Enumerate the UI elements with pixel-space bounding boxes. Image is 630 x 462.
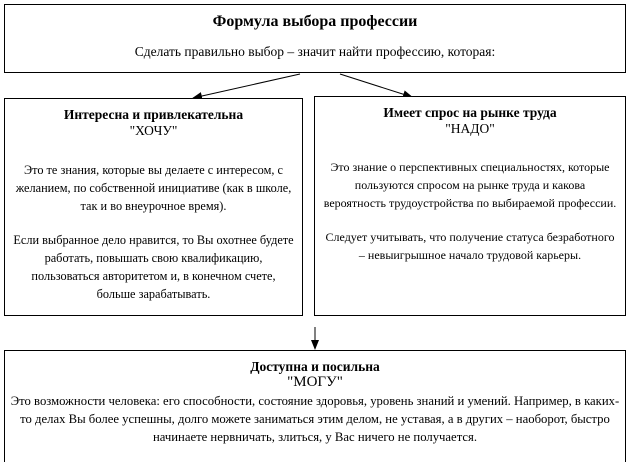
want-text-2: Если выбранное дело нравится, то Вы охотнее будете работать, повышать свою квалификацию, пользоваться авторитетом и, в конечном счете, больше зарабатывать.	[13, 233, 294, 301]
can-box	[4, 350, 626, 462]
formula-box	[4, 4, 626, 73]
want-heading: Интересна и привлекательна	[63, 107, 244, 122]
want-text-1: Это те знания, которые вы делаете с интересом, с желанием, по собственной инициативе (как в школе, так и во внеурочное время).	[15, 163, 292, 213]
want-tag: "ХОЧУ"	[129, 123, 178, 138]
can-tag: "МОГУ"	[287, 374, 343, 390]
need-box	[314, 96, 626, 316]
arrow-to-left-box	[193, 74, 300, 98]
need-heading: Имеет спрос на рынке труда	[383, 105, 557, 120]
formula-title: Формула выбора профессии	[212, 13, 418, 30]
can-text: Это возможности человека: его способности, состояние здоровья, уровень знаний и умений. Например, в каких-то делах Вы более успешны, долго можете заниматься этим делом, не уставая, а в других – наоборот, быстро начинаете нервничать, злиться, у Вас ничего не получается.	[10, 394, 620, 444]
arrow-to-right-box	[340, 74, 412, 97]
can-heading: Доступна и посильна	[250, 359, 380, 374]
formula-subtitle: Сделать правильно выбор – значит найти профессию, которая:	[134, 44, 496, 59]
need-text-2: Следует учитывать, что получение статуса безработного – невыигрышное начало трудовой карьеры.	[325, 230, 615, 262]
want-box	[4, 98, 303, 316]
need-text-1: Это знание о перспективных специальностях, которые пользуются спросом на рынке труда и какова вероятность трудоустройства по выбираемой профессии.	[323, 160, 617, 210]
need-tag: "НАДО"	[445, 121, 495, 136]
